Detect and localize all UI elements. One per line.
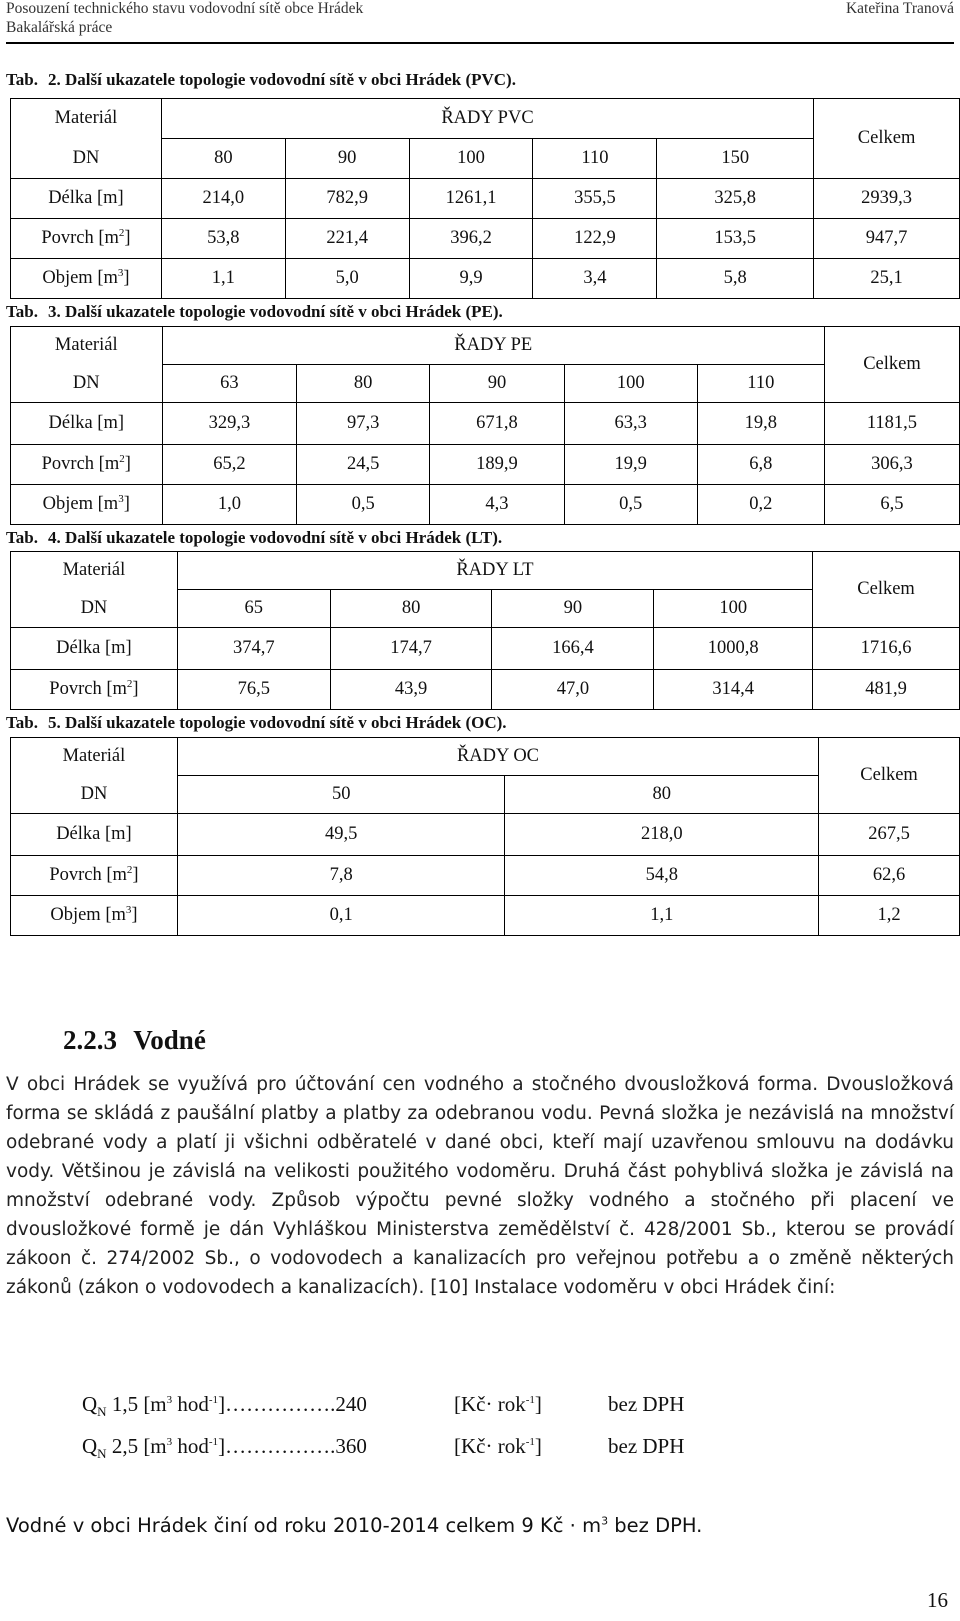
table-pe <box>10 326 960 525</box>
section-number: 2.2.3 <box>63 1025 117 1055</box>
material-label: Materiál <box>11 327 163 365</box>
header-title: Posouzení technického stavu vodovodní sítě obce Hrádek <box>6 0 364 17</box>
table-caption: Tab. 5. Další ukazatele topologie vodovodní sítě v obci Hrádek (OC). <box>6 713 507 732</box>
table-row: Délka [m] 49,5 218,0 267,5 <box>11 814 960 856</box>
table-row: Objem $[m^3]$ 1,1 5,0 9,9 3,4 5,8 25,1 <box>11 259 960 299</box>
total-header: Celkem <box>819 738 960 814</box>
group-header: ŘADY OC <box>177 738 818 776</box>
dn-label: DN <box>11 365 163 403</box>
dn-value: 150 <box>657 139 814 179</box>
table-row: Délka [m] 329,3 97,3 671,8 63,3 19,8 1181,5 <box>11 403 960 445</box>
dn-value: 110 <box>697 365 824 403</box>
summary-line: Vodné v obci Hrádek činí od roku 2010-2014 celkem 9 Kč · $m^3$ bez DPH. <box>6 1514 703 1537</box>
header-rule <box>6 42 954 44</box>
dn-value: 80 <box>297 365 430 403</box>
dn-label: DN <box>11 776 178 814</box>
table-oc <box>10 737 960 936</box>
rate-line: $Q_N$ 2,5 [$m^3$ hod$^{-1}$]…………….360 [Kč· rok$^{-1}$] bez DPH <box>82 1434 685 1462</box>
dn-value: 90 <box>430 365 565 403</box>
table-row: Objem $[m^3]$ 1,0 0,5 4,3 0,5 0,2 6,5 <box>11 485 960 525</box>
table-row: Délka [m] 214,0 782,9 1261,1 355,5 325,8 2939,3 <box>11 179 960 219</box>
page-number: 16 <box>927 1588 948 1612</box>
table-caption: Tab. 3. Další ukazatele topologie vodovodní sítě v obci Hrádek (PE). <box>6 302 503 321</box>
group-header: ŘADY PE <box>162 327 824 365</box>
dn-value: 63 <box>162 365 297 403</box>
section-heading <box>63 1025 206 1056</box>
group-header: ŘADY PVC <box>161 99 813 139</box>
rate-line: $Q_N$ 1,5 [$m^3$ hod$^{-1}$]…………….240 [Kč· rok$^{-1}$] bez DPH <box>82 1392 685 1420</box>
total-header: Celkem <box>814 99 960 179</box>
vat-note: bez DPH <box>608 1392 685 1416</box>
dn-value: 80 <box>161 139 285 179</box>
header-author: Kateřina Tranová <box>845 0 954 17</box>
section-title: Vodné <box>133 1025 206 1055</box>
dn-value: 100 <box>564 365 697 403</box>
table-row: Objem $[m^3]$ 0,1 1,1 1,2 <box>11 896 960 936</box>
dn-value: 90 <box>285 139 409 179</box>
material-label: Materiál <box>11 738 178 776</box>
table-caption: Tab. 4. Další ukazatele topologie vodovodní sítě v obci Hrádek (LT). <box>6 528 503 547</box>
dn-value: 100 <box>654 590 813 628</box>
vat-note: bez DPH <box>608 1434 685 1458</box>
table-row: Povrch $[m^2]$ 53,8 221,4 396,2 122,9 153,5 947,7 <box>11 219 960 259</box>
table-row: Povrch $[m^2]$ 76,5 43,9 47,0 314,4 481,9 <box>11 670 960 710</box>
material-label: Materiál <box>11 552 178 590</box>
table-lt <box>10 551 960 710</box>
dn-label: DN <box>11 590 178 628</box>
total-header: Celkem <box>824 327 959 403</box>
dn-value: 90 <box>492 590 654 628</box>
dn-label: DN <box>11 139 162 179</box>
dn-value: 110 <box>533 139 657 179</box>
table-row: Povrch $[m^2]$ 7,8 54,8 62,6 <box>11 856 960 896</box>
dn-value: 65 <box>177 590 330 628</box>
group-header: ŘADY LT <box>177 552 812 590</box>
table-pvc <box>10 98 960 299</box>
table-row: Povrch $[m^2]$ 65,2 24,5 189,9 19,9 6,8 306,3 <box>11 445 960 485</box>
dn-value: 50 <box>177 776 505 814</box>
header-subtitle: Bakalářská práce <box>6 19 113 36</box>
body-paragraph: V obci Hrádek se využívá pro účtování cen vodného a stočného dvousložková forma. Dvousložková forma se skládá z paušální platby a platby za odebranou vodu. Pevná složka je nezávislá na množství odebrané vody a platí ji všichni odběratelé v dané obci, kteří mají uzavřenou smlouvu na dodávku vody. Většinou je závislá na velikosti použitého vodoměru. Druhá část pohyblivá složka je závislá na množství odebrané vody. Způsob výpočtu pevné složky vodného a stočného při placení ve dvousložkové formě je dán Vyhláškou Ministerstva zemědělství č. 428/2001 Sb., kterou se provádí zákoon č. 274/2002 Sb., o vodovodech a kanalizacích pro veřejnou potřebu a o změně některých zákonů (zákon o vodovodech a kanalizacích). [10] Instalace vodoměru v obci Hrádek činí: <box>6 1074 954 1298</box>
dn-value: 100 <box>409 139 533 179</box>
table-caption: Tab. 2. Další ukazatele topologie vodovodní sítě v obci Hrádek (PVC). <box>6 70 516 89</box>
table-row: Délka [m] 374,7 174,7 166,4 1000,8 1716,6 <box>11 628 960 670</box>
total-header: Celkem <box>813 552 960 628</box>
dn-value: 80 <box>505 776 819 814</box>
dn-value: 80 <box>330 590 492 628</box>
material-label: Materiál <box>11 99 162 139</box>
